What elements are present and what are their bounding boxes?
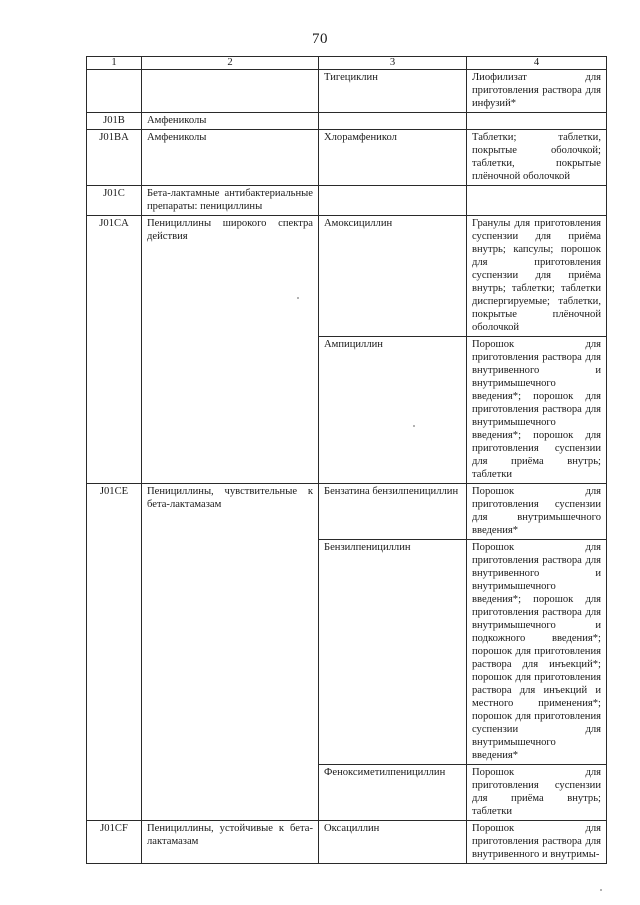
- drug-name-cell: Хлорамфеникол: [319, 130, 467, 186]
- atc-code-cell: J01CE: [87, 484, 142, 821]
- table-row: [87, 113, 607, 130]
- drug-name-cell: Оксациллин: [319, 821, 467, 864]
- group-name-cell: Бета-лактамные антибактериальные препараты: пенициллины: [142, 186, 319, 216]
- drug-name-cell: Бензатина бензилпенициллин: [319, 484, 467, 540]
- table-row: [87, 130, 607, 186]
- dosage-form-cell: Порошок для приготовления раствора для внутривенного и внутримы-: [467, 821, 607, 864]
- table-row: [87, 216, 607, 337]
- scan-speck: [600, 889, 602, 891]
- atc-code-cell: J01C: [87, 186, 142, 216]
- drug-name-cell: Ампициллин: [319, 337, 467, 484]
- atc-code-cell: J01CA: [87, 216, 142, 484]
- table-row: [87, 186, 607, 216]
- atc-code-cell: [87, 70, 142, 113]
- column-header-2: 2: [142, 57, 319, 70]
- table-row: [87, 821, 607, 864]
- dosage-form-cell: Порошок для приготовления суспензии для внутримышечного введения*: [467, 484, 607, 540]
- atc-code-cell: J01BA: [87, 130, 142, 186]
- group-name-cell: Пенициллины, чувствительные к бета-лактамазам: [142, 484, 319, 821]
- atc-code-cell: J01B: [87, 113, 142, 130]
- table-row: [87, 70, 607, 113]
- group-name-cell: Пенициллины, устойчивые к бета-лактамазам: [142, 821, 319, 864]
- dosage-form-cell: Таблетки; таблетки, покрытые оболочкой; таблетки, покрытые плёночной оболочкой: [467, 130, 607, 186]
- dosage-form-cell: [467, 113, 607, 130]
- drug-name-cell: Тигециклин: [319, 70, 467, 113]
- dosage-form-cell: Гранулы для приготовления суспензии для приёма внутрь; капсулы; порошок для приготовления суспензии для приёма внутрь; таблетки; таблетки диспергируемые; таблетки, покрытые плёночной оболочкой: [467, 216, 607, 337]
- dosage-form-cell: [467, 186, 607, 216]
- drug-name-cell: Бензилпенициллин: [319, 540, 467, 765]
- dosage-form-cell: Порошок для приготовления раствора для внутривенного и внутримышечного введения*; порошок для приготовления раствора для внутримышечного и подкожного введения*; порошок для приготовления раствора для инъекций*; порошок для приготовления раствора для инъекций и местного применения*; порошок для приготовления суспензии для внутримышечного введения*: [467, 540, 607, 765]
- dosage-form-cell: Порошок для приготовления суспензии для приёма внутрь; таблетки: [467, 765, 607, 821]
- drug-name-cell: [319, 186, 467, 216]
- dosage-form-cell: Лиофилизат для приготовления раствора для инфузий*: [467, 70, 607, 113]
- drug-name-cell: Амоксициллин: [319, 216, 467, 337]
- header-row: [87, 57, 607, 70]
- column-header-4: 4: [467, 57, 607, 70]
- page-number: 70: [312, 31, 328, 47]
- column-header-1: 1: [87, 57, 142, 70]
- scan-speck: [297, 297, 299, 299]
- group-name-cell: Амфениколы: [142, 113, 319, 130]
- group-name-cell: [142, 70, 319, 113]
- dosage-form-cell: Порошок для приготовления раствора для внутривенного и внутримышечного введения*; порошок для приготовления раствора для внутримышечного введения*; порошок для приготовления суспензии для приёма внутрь; таблетки: [467, 337, 607, 484]
- group-name-cell: Пенициллины широкого спектра действия: [142, 216, 319, 484]
- scan-speck: [413, 425, 415, 427]
- drug-classification-table: [86, 56, 607, 864]
- drug-name-cell: Феноксиметилпенициллин: [319, 765, 467, 821]
- atc-code-cell: J01CF: [87, 821, 142, 864]
- column-header-3: 3: [319, 57, 467, 70]
- drug-name-cell: [319, 113, 467, 130]
- group-name-cell: Амфениколы: [142, 130, 319, 186]
- table-row: [87, 484, 607, 540]
